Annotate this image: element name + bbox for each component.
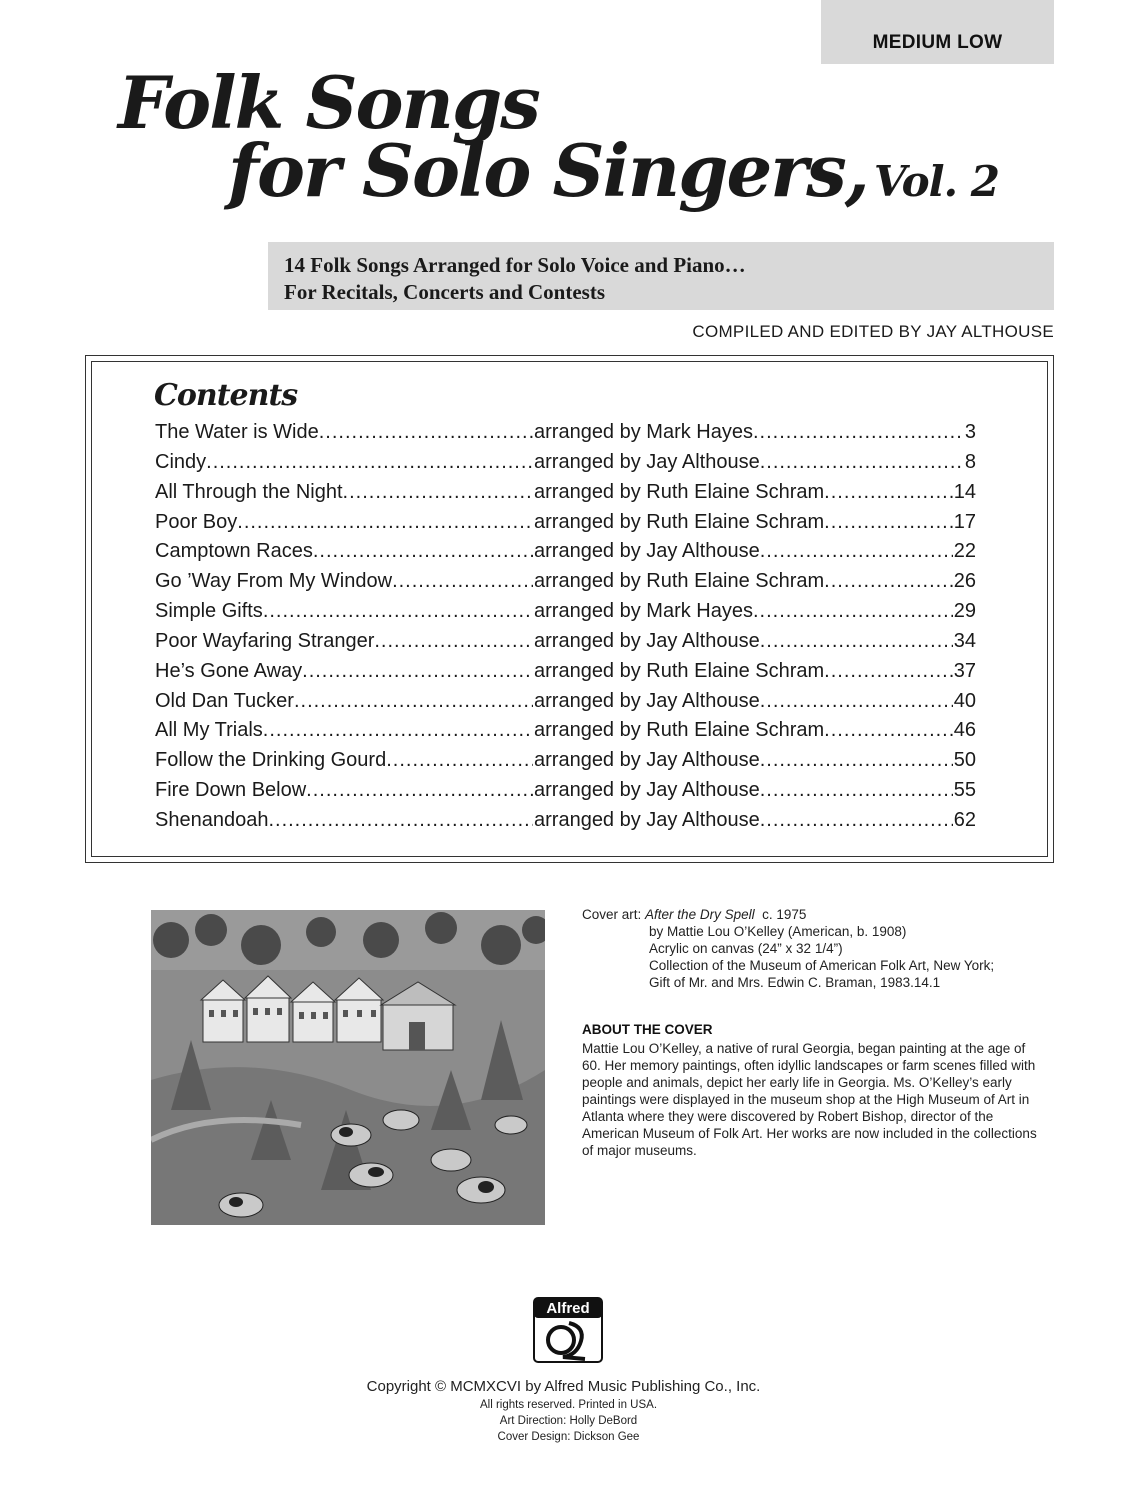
toc-arranger xyxy=(534,776,976,806)
toc-arranger-text: arranged by Ruth Elaine Schram xyxy=(534,719,825,742)
toc-page-number: 17 xyxy=(953,508,976,538)
toc-arranger-text: arranged by Ruth Elaine Schram xyxy=(534,570,825,593)
subtitle-line2: For Recitals, Concerts and Contests xyxy=(284,280,605,304)
toc-page-number: 14 xyxy=(953,478,976,508)
toc-row xyxy=(155,657,976,687)
book-title-line2 xyxy=(228,128,999,213)
toc-song-title-text: Poor Boy xyxy=(155,510,238,533)
volume-label: Vol. 2 xyxy=(873,157,1000,206)
toc-row xyxy=(155,537,976,567)
toc-arranger xyxy=(534,687,976,717)
toc-row xyxy=(155,508,976,538)
toc-song-title-text: He’s Gone Away xyxy=(155,659,303,682)
toc-arranger xyxy=(534,478,976,508)
caption-artwork-title: After the Dry Spell xyxy=(645,907,755,922)
toc-arranger-text: arranged by Mark Hayes xyxy=(534,421,753,443)
about-cover-heading: ABOUT THE COVER xyxy=(582,1022,713,1037)
toc-arranger-text: arranged by Jay Althouse xyxy=(534,808,760,831)
subtitle-line1: 14 Folk Songs Arranged for Solo Voice and Piano… xyxy=(284,253,746,277)
toc-page-number: 22 xyxy=(953,537,976,567)
toc-song-title-text: Poor Wayfaring Stranger xyxy=(155,629,375,652)
toc-arranger-text: arranged by Ruth Elaine Schram xyxy=(534,510,825,533)
compiled-by-credit: COMPILED AND EDITED BY JAY ALTHOUSE xyxy=(692,322,1054,341)
toc-arranger-text: arranged by Jay Althouse xyxy=(534,450,760,473)
toc-page-number: 62 xyxy=(953,806,976,836)
toc-song-title xyxy=(155,776,533,806)
voice-range-label: MEDIUM LOW xyxy=(872,32,1003,53)
toc-arranger xyxy=(534,716,976,746)
caption-artist: by Mattie Lou O’Kelley (American, b. 1908) xyxy=(649,924,907,939)
toc-song-title xyxy=(155,418,533,448)
cover-art-caption xyxy=(582,906,994,991)
toc-arranger xyxy=(534,806,976,836)
toc-row xyxy=(155,687,976,717)
toc-page-number: 37 xyxy=(953,657,976,687)
copyright-line: Copyright © MCMXCVI by Alfred Music Publishing Co., Inc. xyxy=(366,1378,761,1395)
caption-medium: Acrylic on canvas (24” x 32 1/4”) xyxy=(649,941,843,956)
toc-page-number: 8 xyxy=(964,448,976,478)
toc-song-title-text: All My Trials xyxy=(155,719,263,742)
toc-row xyxy=(155,806,976,836)
toc-song-title xyxy=(155,657,533,687)
toc-song-title-text: Shenandoah xyxy=(155,808,269,831)
caption-date: c. 1975 xyxy=(762,907,807,922)
book-title-line2-text: for Solo Singers, xyxy=(228,128,868,213)
toc-page-number: 26 xyxy=(953,567,976,597)
toc-song-title xyxy=(155,448,533,478)
toc-page-number: 40 xyxy=(953,687,976,717)
caption-collection: Collection of the Museum of American Folk Art, New York; xyxy=(649,958,995,973)
cover-art-painting xyxy=(151,910,545,1225)
toc-row xyxy=(155,478,976,508)
about-cover-text: Mattie Lou O’Kelley, a native of rural Georgia, began painting at the age of 60. Her memory paintings, often idyllic landscapes or farm scenes filled with people and animals, depict her early life in Georgia. Ms. O’Kelley’s early paintings were displayed in the museum shop at the High Museum of Art in Atlanta where they were discovered by Robert Bishop, director of the American Museum of Folk Art. Her works are now included in the collections of major museums. xyxy=(582,1041,1037,1158)
toc-song-title-text: Go ’Way From My Window xyxy=(155,570,393,593)
toc-arranger-text: arranged by Ruth Elaine Schram xyxy=(534,480,825,503)
toc-row xyxy=(155,597,976,627)
toc-song-title xyxy=(155,537,533,567)
toc-song-title-text: Camptown Races xyxy=(155,540,313,563)
toc-arranger-text: arranged by Ruth Elaine Schram xyxy=(534,659,825,682)
toc-song-title-text: The Water is Wide xyxy=(155,421,319,443)
toc-arranger xyxy=(534,597,976,627)
contents-heading: Contents xyxy=(154,378,298,413)
alfred-logo-text: Alfred xyxy=(546,1300,590,1317)
toc-song-title xyxy=(155,806,533,836)
toc-row xyxy=(155,746,976,776)
toc-page-number: 46 xyxy=(953,716,976,746)
toc-arranger xyxy=(534,508,976,538)
toc-row xyxy=(155,716,976,746)
toc-song-title xyxy=(155,627,533,657)
toc-song-title xyxy=(155,597,533,627)
toc-page-number: 50 xyxy=(953,746,976,776)
toc-song-title xyxy=(155,508,533,538)
toc-arranger xyxy=(534,567,976,597)
toc-arranger xyxy=(534,418,976,448)
toc-page-number: 55 xyxy=(953,776,976,806)
alfred-logo xyxy=(533,1297,603,1363)
toc-song-title-text: Simple Gifts xyxy=(155,600,263,623)
toc-arranger xyxy=(534,537,976,567)
voice-range-badge xyxy=(821,0,1054,64)
toc-song-title-text: Follow the Drinking Gourd xyxy=(155,749,387,772)
toc-song-title xyxy=(155,716,533,746)
toc-page-number: 34 xyxy=(953,627,976,657)
caption-gift: Gift of Mr. and Mrs. Edwin C. Braman, 1983.14.1 xyxy=(649,975,941,990)
toc-page-number: 29 xyxy=(953,597,976,627)
toc-page-number: 3 xyxy=(964,418,976,448)
toc-song-title xyxy=(155,478,533,508)
rights-line: All rights reserved. Printed in USA. xyxy=(479,1399,658,1411)
book-title-line1: Folk Songs xyxy=(118,60,539,145)
toc-arranger xyxy=(534,746,976,776)
toc-arranger-text: arranged by Jay Althouse xyxy=(534,749,760,772)
toc-song-title-text: All Through the Night xyxy=(155,480,343,503)
toc-row xyxy=(155,776,976,806)
art-direction-credit: Art Direction: Holly DeBord xyxy=(499,1415,638,1427)
toc-row xyxy=(155,418,976,448)
toc-song-title xyxy=(155,567,533,597)
toc-arranger-text: arranged by Mark Hayes xyxy=(534,600,753,623)
toc-song-title xyxy=(155,746,533,776)
toc-row xyxy=(155,448,976,478)
toc-arranger-text: arranged by Jay Althouse xyxy=(534,779,760,802)
caption-label: Cover art: xyxy=(582,907,642,922)
toc-arranger-text: arranged by Jay Althouse xyxy=(534,629,760,652)
toc-row xyxy=(155,627,976,657)
toc-song-title-text: Old Dan Tucker xyxy=(155,689,294,712)
subtitle-box xyxy=(268,242,1054,310)
toc-arranger-text: arranged by Jay Althouse xyxy=(534,689,760,712)
toc-arranger xyxy=(534,448,976,478)
toc-arranger-text: arranged by Jay Althouse xyxy=(534,540,760,563)
toc-arranger xyxy=(534,627,976,657)
copyright-block xyxy=(0,1377,1137,1445)
toc-song-title xyxy=(155,687,533,717)
toc-song-title-text: Cindy xyxy=(155,450,207,473)
toc-row xyxy=(155,567,976,597)
table-of-contents xyxy=(155,418,976,836)
toc-song-title-text: Fire Down Below xyxy=(155,779,307,802)
cover-design-credit: Cover Design: Dickson Gee xyxy=(497,1431,640,1443)
toc-arranger xyxy=(534,657,976,687)
